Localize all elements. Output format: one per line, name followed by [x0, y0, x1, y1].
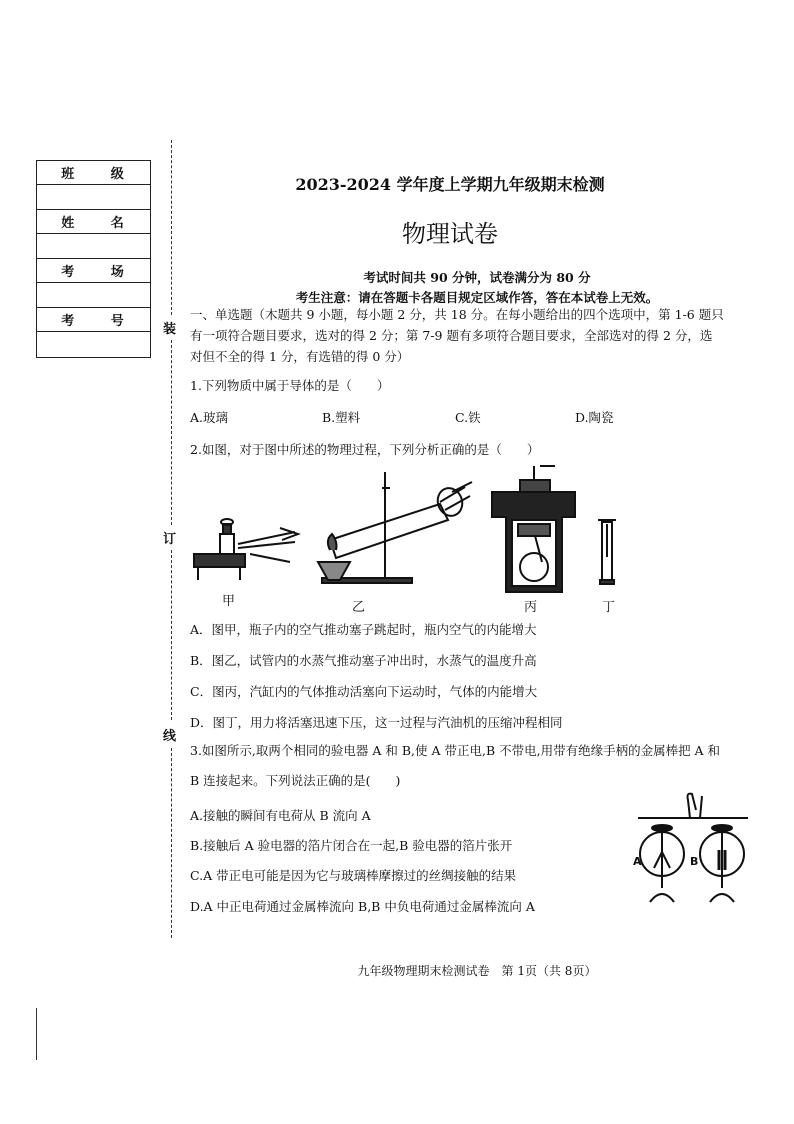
student-info-table	[36, 160, 151, 358]
q1-stem: 1.下列物质中属于导体的是（ ）	[190, 378, 390, 393]
q2-fig-label-jia: 甲	[222, 594, 236, 609]
q2-stem: 2.如图，对于图中所述的物理过程，下列分析正确的是（ ）	[190, 442, 540, 457]
q2-fig-label-bing: 丙	[524, 600, 538, 615]
q1-option-b[interactable]: B.塑料	[322, 410, 361, 425]
room-label: 考 场	[37, 259, 150, 283]
q3-fig-label-a: A	[633, 855, 642, 868]
q2-option-d[interactable]: D．图丁，用力将活塞迅速下压，这一过程与汽油机的压缩冲程相同	[190, 715, 563, 730]
room-field[interactable]	[37, 283, 150, 308]
figure-bing-apparatus	[492, 466, 575, 592]
figure-yi-apparatus	[318, 472, 472, 583]
q3-stem-line1: 3.如图所示,取两个相同的验电器 A 和 B,使 A 带正电,B 不带电,用带有绝缘手柄的金属棒把 A 和	[190, 743, 721, 758]
section-intro-line3: 对但不全的得 1 分，有选错的得 0 分）	[190, 349, 410, 364]
binding-char-zhuang: 装	[163, 322, 177, 337]
scan-mark	[36, 1008, 37, 1060]
figure-jia-apparatus	[194, 519, 298, 580]
q2-option-a[interactable]: A．图甲，瓶子内的空气推动塞子跳起时，瓶内空气的内能增大	[190, 622, 537, 637]
q2-fig-label-ding: 丁	[602, 600, 616, 615]
page-footer: 九年级物理期末检测试卷 第 1页（共 8页）	[357, 964, 597, 978]
exam-time: 考试时间共 90 分钟，试卷满分为 80 分	[363, 270, 591, 285]
q3-option-c[interactable]: C.A 带正电可能是因为它与玻璃棒摩擦过的丝绸接触的结果	[190, 868, 517, 883]
q3-stem-line2: B 连接起来。下列说法正确的是( )	[190, 773, 401, 788]
class-field[interactable]	[37, 185, 150, 210]
binding-line-top	[171, 140, 172, 315]
q2-fig-label-yi: 乙	[352, 600, 366, 615]
q2-option-c[interactable]: C．图丙，汽缸内的气体推动活塞向下运动时，气体的内能增大	[190, 684, 538, 699]
q3-option-d[interactable]: D.A 中正电荷通过金属棒流向 B,B 中负电荷通过金属棒流向 A	[190, 899, 535, 914]
number-label: 考 号	[37, 308, 150, 332]
number-field[interactable]	[37, 332, 150, 357]
subject-title: 物理试卷	[402, 220, 498, 248]
name-field[interactable]	[37, 234, 150, 259]
name-label: 姓 名	[37, 210, 150, 234]
q3-option-b[interactable]: B.接触后 A 验电器的箔片闭合在一起,B 验电器的箔片张开	[190, 838, 513, 853]
binding-line-bottom	[171, 748, 172, 938]
binding-char-xian: 线	[163, 729, 177, 744]
binding-line-mid2	[171, 550, 172, 720]
q3-figure	[630, 790, 755, 915]
binding-line-mid1	[171, 340, 172, 525]
binding-char-ding: 订	[163, 532, 177, 547]
q3-fig-label-b: B	[690, 855, 699, 868]
section-intro-line2: 有一项符合题目要求，选对的得 2 分；第 7-9 题有多项符合题目要求，全部选对的得 2 分，选	[190, 328, 713, 343]
class-label: 班 级	[37, 161, 150, 185]
q1-option-c[interactable]: C.铁	[455, 410, 481, 425]
q2-figure	[190, 462, 630, 612]
q1-option-d[interactable]: D.陶瓷	[575, 410, 614, 425]
q2-option-b[interactable]: B．图乙，试管内的水蒸气推动塞子冲出时，水蒸气的温度升高	[190, 653, 537, 668]
q1-option-a[interactable]: A.玻璃	[190, 410, 229, 425]
figure-ding-apparatus	[598, 520, 616, 584]
q3-option-a[interactable]: A.接触的瞬间有电荷从 B 流向 A	[190, 808, 371, 823]
exam-title: 2023-2024 学年度上学期九年级期末检测	[295, 175, 605, 194]
exam-notice: 考生注意：请在答题卡各题目规定区域作答，答在本试卷上无效。	[295, 290, 659, 305]
section-intro-line1: 一、单选题（木题共 9 小题，每小题 2 分，共 18 分。在每小题给出的四个选项中，第 1-6 题只	[190, 307, 724, 322]
